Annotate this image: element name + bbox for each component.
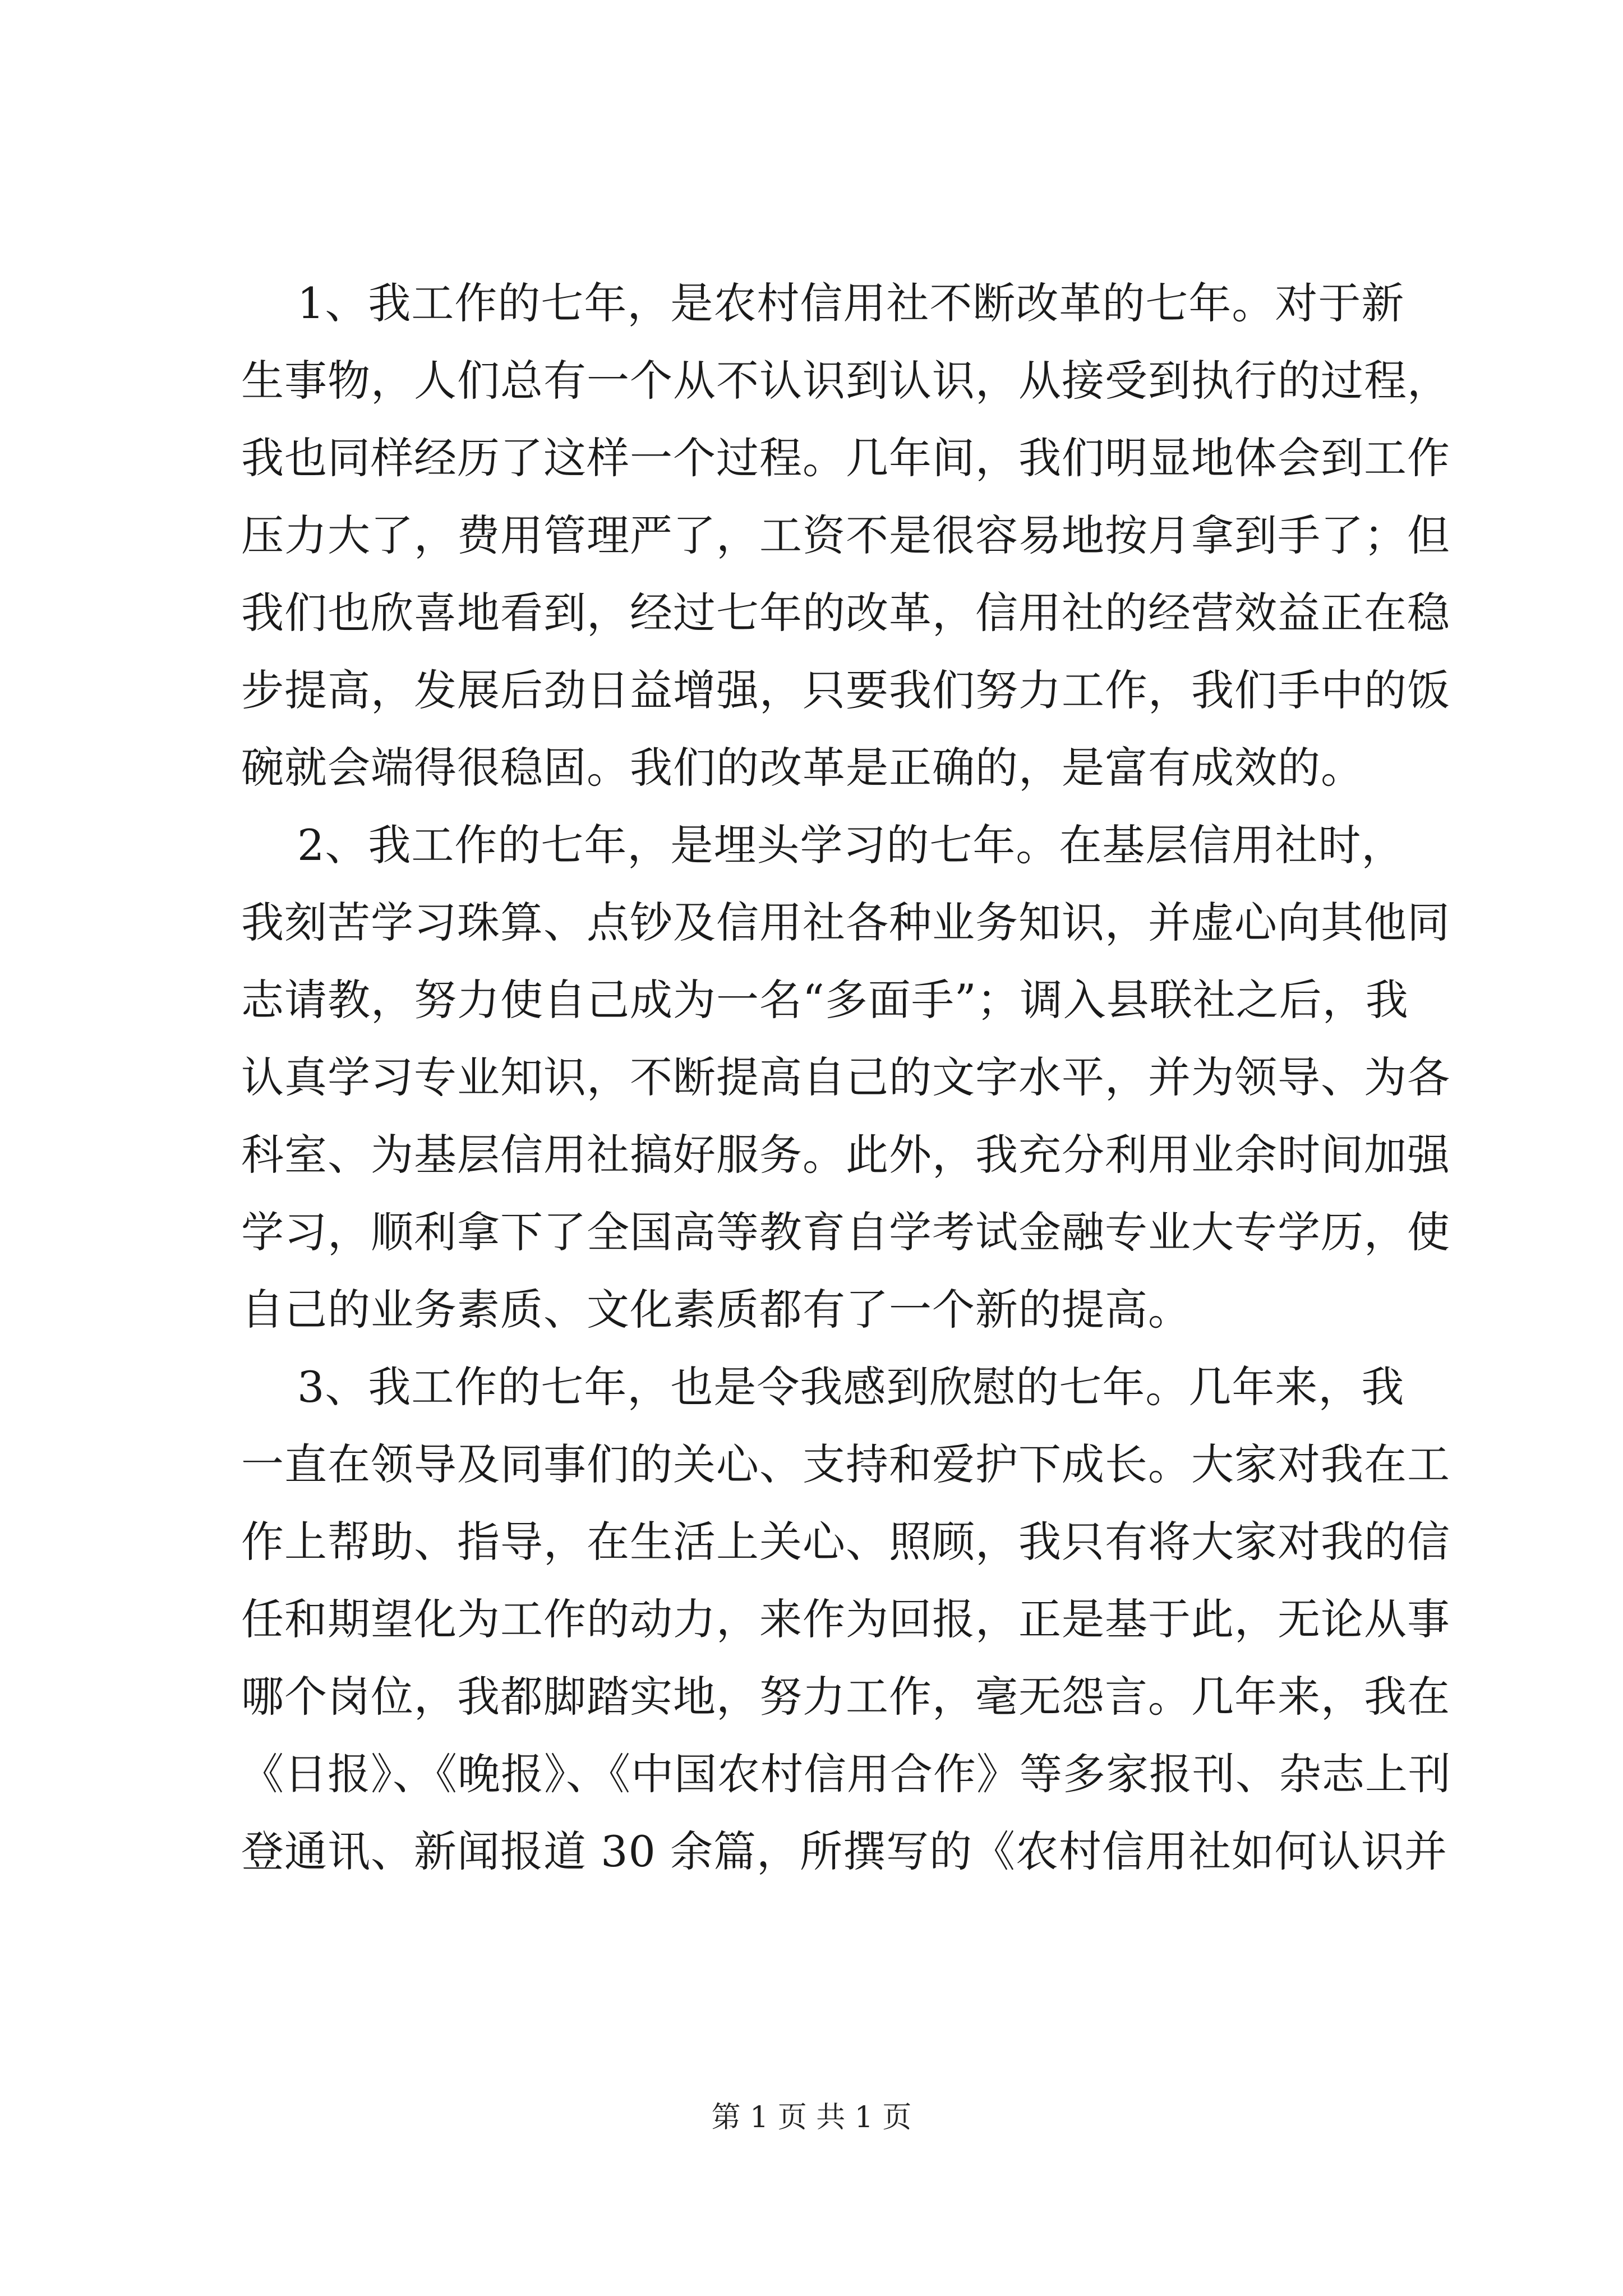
- text-line: 作上帮助、指导，在生活上关心、照顾，我只有将大家对我的信: [241, 1517, 1450, 1567]
- text-line: 碗就会端得很稳固。我们的改革是正确的，是富有成效的。: [241, 743, 1364, 793]
- text-line: 步提高，发展后劲日益增强，只要我们努力工作，我们手中的饭: [241, 665, 1450, 715]
- paragraph-2: [241, 807, 1450, 1349]
- text-line: 认真学习专业知识，不断提高自己的文字水平，并为领导、为各: [241, 1052, 1450, 1102]
- text-line: 3、我工作的七年，也是令我感到欣慰的七年。几年来，我: [297, 1362, 1405, 1412]
- text-line: 生事物，人们总有一个从不认识到认识，从接受到执行的过程，: [241, 356, 1450, 406]
- text-line: 我们也欣喜地看到，经过七年的改革，信用社的经营效益正在稳: [241, 588, 1450, 638]
- text-line: 学习，顺利拿下了全国高等教育自学考试金融专业大专学历，使: [241, 1207, 1450, 1257]
- page-footer: [0, 2101, 1623, 2134]
- text-line: 《日报》、《晚报》、《中国农村信用合作》等多家报刊、杂志上刊: [241, 1749, 1451, 1799]
- text-line: 我也同样经历了这样一个过程。几年间，我们明显地体会到工作: [241, 433, 1450, 483]
- text-line: 科室、为基层信用社搞好服务。此外，我充分利用业余时间加强: [241, 1130, 1450, 1180]
- text-line: 志请教，努力使自己成为一名“多面手”；调入县联社之后，我: [241, 975, 1409, 1025]
- text-line: 自己的业务素质、文化素质都有了一个新的提高。: [241, 1285, 1191, 1335]
- page-number: 第 1 页 共 1 页: [711, 2101, 912, 2134]
- paragraph-3: [241, 1349, 1451, 1890]
- text-line: 登通讯、新闻报道 30 余篇，所撰写的《农村信用社如何认识并: [241, 1826, 1448, 1876]
- document-body: [241, 265, 1451, 1890]
- text-line: 任和期望化为工作的动力，来作为回报，正是基于此，无论从事: [241, 1594, 1450, 1644]
- text-line: 压力大了，费用管理严了，工资不是很容易地按月拿到手了；但: [241, 510, 1450, 560]
- text-line: 哪个岗位，我都脚踏实地，努力工作，毫无怨言。几年来，我在: [241, 1672, 1450, 1722]
- text-line: 2、我工作的七年，是埋头学习的七年。在基层信用社时，: [297, 820, 1405, 870]
- paragraph-1: [241, 265, 1450, 807]
- text-line: 我刻苦学习珠算、点钞及信用社各种业务知识，并虚心向其他同: [241, 898, 1450, 947]
- text-line: 一直在领导及同事们的关心、支持和爱护下成长。大家对我在工: [241, 1439, 1450, 1489]
- text-line: 1、我工作的七年，是农村信用社不断改革的七年。对于新: [297, 278, 1405, 328]
